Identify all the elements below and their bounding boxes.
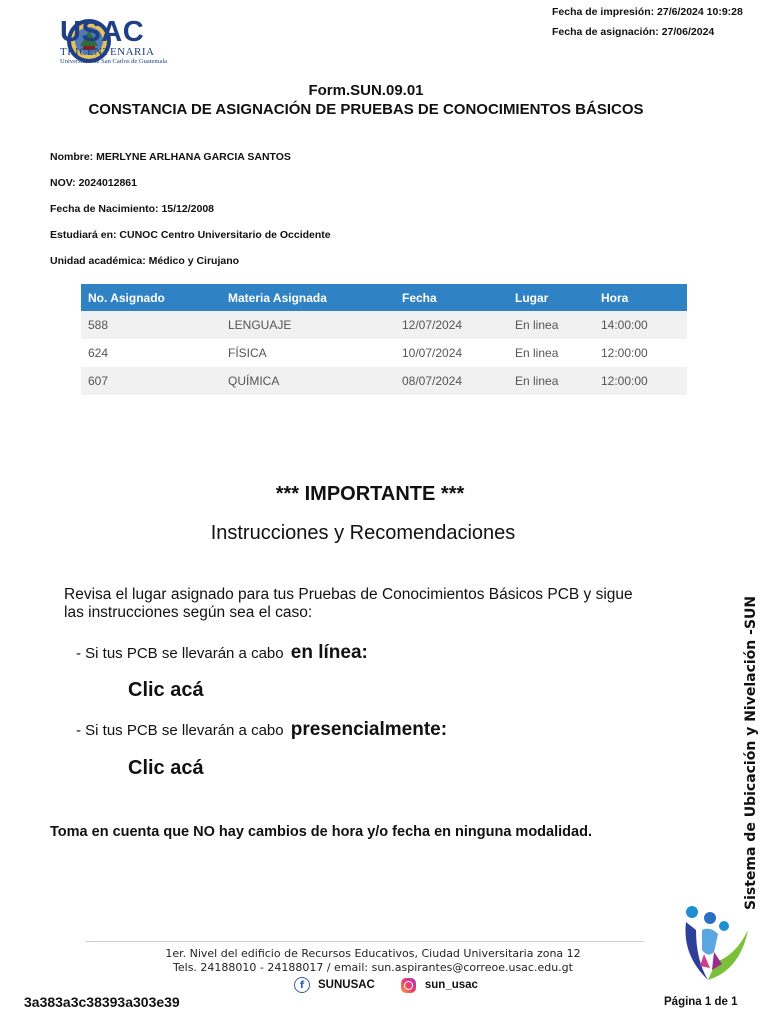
table-cell: FÍSICA (228, 346, 267, 360)
document-title: CONSTANCIA DE ASIGNACIÓN DE PRUEBAS DE CONOCIMIENTOS BÁSICOS (88, 101, 644, 118)
table-cell: 624 (88, 346, 109, 360)
column-header: Materia Asignada (221, 284, 395, 311)
online-instruction-text: - Si tus PCB se llevarán a cabo (76, 645, 284, 662)
instructions-heading: Instrucciones y Recomendaciones (210, 522, 516, 544)
table-cell: En linea (508, 367, 594, 395)
instagram-icon (401, 978, 416, 993)
table-cell: 607 (81, 367, 221, 395)
column-header: Fecha (395, 284, 508, 311)
online-link[interactable]: Clic acá (128, 679, 204, 701)
assigned-tests-table (81, 284, 687, 395)
instructions-paragraph: Revisa el lugar asignado para tus Pruebas de Conocimientos Básicos PCB y sigue las instrucciones según sea el caso: (64, 586, 633, 621)
footer-address (0, 947, 746, 975)
table-row (81, 339, 687, 367)
student-campus: Estudiará en: CUNOC Centro Universitario de Occidente (50, 229, 331, 241)
page-number: Página 1 de 1 (664, 996, 738, 1008)
table-cell: En linea (515, 346, 559, 360)
footer-contact-line: Tels. 24188010 - 24188017 / email: sun.aspirantes@correoe.usac.edu.gt (173, 961, 573, 974)
facebook-icon: f (294, 977, 310, 993)
inperson-link[interactable]: Clic acá (128, 757, 204, 779)
table-row (81, 311, 687, 339)
table-cell: 14:00:00 (594, 311, 687, 339)
facebook-handle[interactable]: SUNUSAC (318, 979, 375, 991)
footer-address-line: 1er. Nivel del edificio de Recursos Educativos, Ciudad Universitaria zona 12 (165, 947, 581, 960)
assign-date: Fecha de asignación: 27/06/2024 (552, 26, 715, 38)
table-cell: 588 (81, 311, 221, 339)
important-heading: *** IMPORTANTE *** (275, 483, 465, 505)
inperson-emphasis: presencialmente: (290, 719, 448, 740)
document-dates (552, 2, 743, 42)
table-header-row (81, 284, 687, 311)
logo-university-text: Universidad de San Carlos de Guatemala (60, 58, 168, 65)
online-instruction (76, 642, 368, 664)
table-cell: 12:00:00 (601, 346, 648, 360)
logo-usac-text: USAC (60, 16, 145, 48)
print-date: Fecha de impresión: 27/6/2024 10:9:28 (552, 6, 743, 18)
form-code: Form.SUN.09.01 (308, 82, 424, 99)
logo-tricentenaria-text: TRICENTENARIA (60, 46, 155, 58)
table-row (81, 367, 687, 395)
column-header: No. Asignado (81, 284, 221, 311)
inperson-instruction-text: - Si tus PCB se llevarán a cabo (76, 722, 284, 739)
column-header: Hora (594, 284, 687, 311)
footer-divider (86, 941, 644, 942)
online-emphasis: en línea: (290, 642, 368, 663)
social-links (294, 977, 478, 993)
usac-wordmark (60, 18, 167, 66)
document-hash: 3a383a3c38393a303e39 (24, 994, 180, 1010)
student-academic-unit: Unidad académica: Médico y Cirujano (50, 255, 240, 267)
table-cell: En linea (508, 311, 594, 339)
student-name: Nombre: MERLYNE ARLHANA GARCIA SANTOS (50, 151, 291, 163)
sun-vertical-label: Sistema de Ubicación y Nivelación -SUN (743, 595, 759, 910)
schedule-note: Toma en cuenta que NO hay cambios de hora y/o fecha en ninguna modalidad. (50, 824, 592, 840)
table-cell: 10/07/2024 (402, 346, 463, 360)
student-birthdate: Fecha de Nacimiento: 15/12/2008 (50, 203, 214, 215)
table-cell: 12:00:00 (594, 367, 687, 395)
table-cell: 12/07/2024 (395, 311, 508, 339)
table-cell: LENGUAJE (221, 311, 395, 339)
inperson-instruction (76, 719, 447, 741)
student-nov: NOV: 2024012861 (50, 177, 137, 189)
instagram-handle[interactable]: sun_usac (424, 979, 478, 991)
table-cell: 08/07/2024 (395, 367, 508, 395)
column-header: Lugar (508, 284, 594, 311)
table-cell: QUÍMICA (221, 367, 395, 395)
